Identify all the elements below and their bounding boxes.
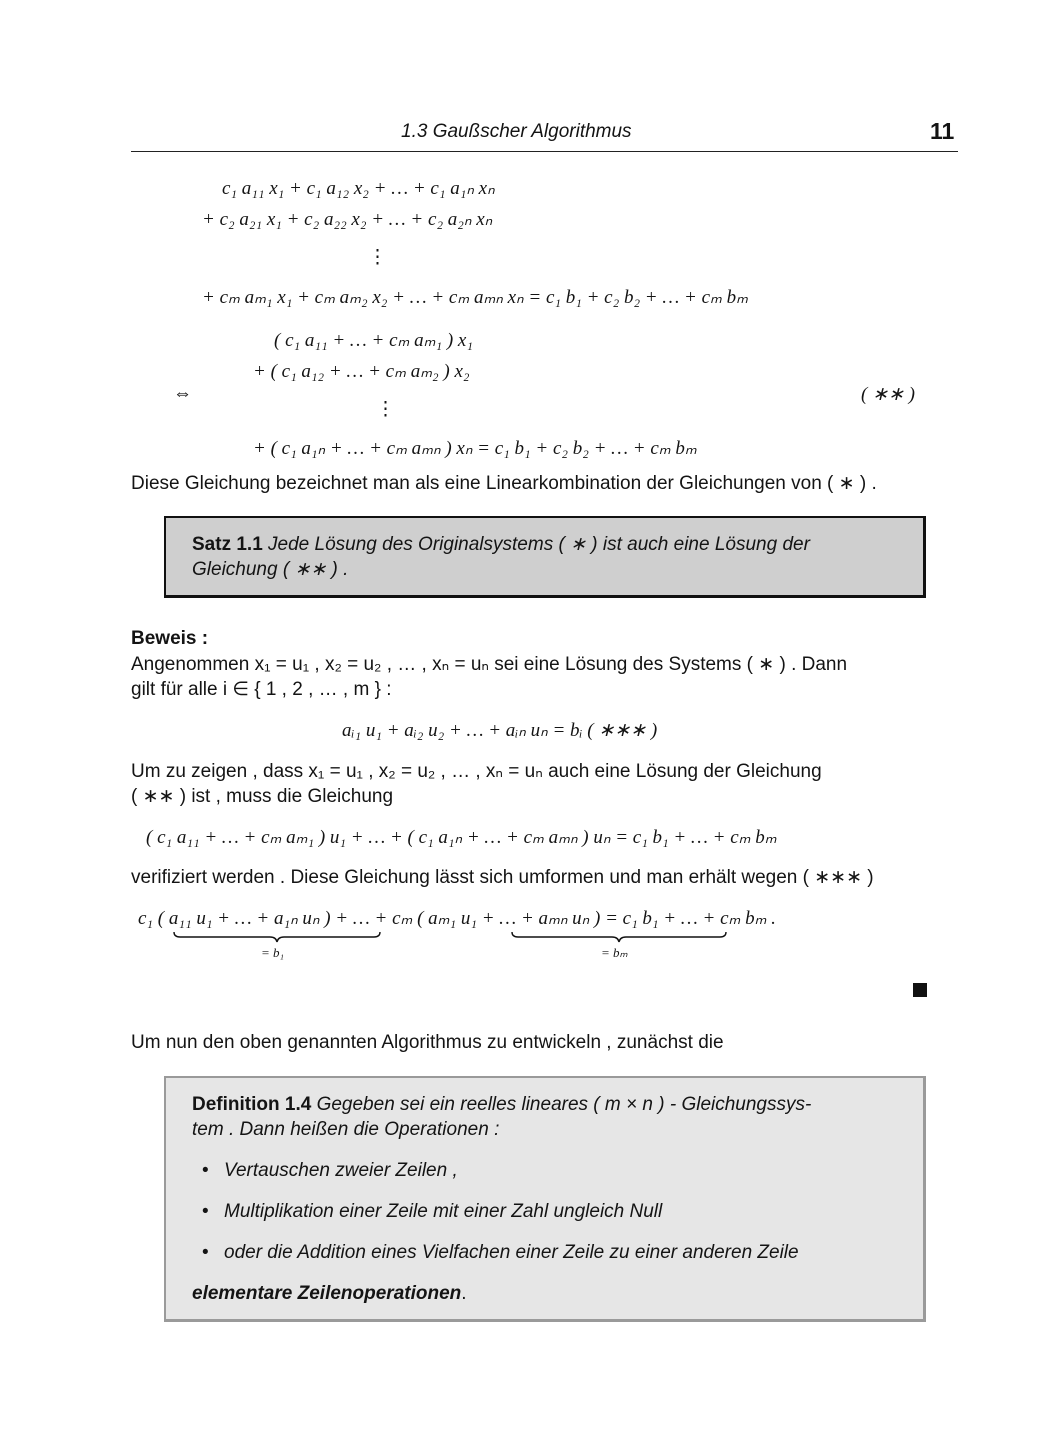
running-header-title: 1.3 Gaußscher Algorithmus	[401, 121, 632, 142]
underbrace-2-label: = bₘ	[601, 945, 628, 960]
definition-box	[164, 1076, 926, 1322]
definition-conclusion	[192, 1283, 467, 1305]
proof-line-4: ( ∗∗ ) ist , muss die Gleichung	[131, 786, 394, 807]
underbrace-2	[510, 930, 728, 944]
page-number: 11	[930, 118, 955, 144]
theorem-label: Satz 1.1	[192, 534, 263, 555]
underbrace-1	[172, 930, 382, 944]
definition-text	[192, 1092, 899, 1142]
proof-line-2: gilt für alle i ∈ { 1 , 2 , … , m } :	[131, 679, 392, 700]
definition-term: elementare Zeilenoperationen	[192, 1283, 462, 1304]
equation-triple-star: aᵢ₁ u₁ + aᵢ₂ u₂ + … + aᵢₙ uₙ = bᵢ ( ∗∗∗ )	[342, 720, 658, 741]
equation-line-5: + ( c₁ a₁₂ + … + cₘ aₘ₂ ) x₂	[253, 361, 470, 382]
equation-line-4: ( c₁ a₁₁ + … + cₘ aₘ₁ ) x₁	[274, 330, 473, 351]
definition-label: Definition 1.4	[192, 1094, 312, 1115]
proof-line-5: verifiziert werden . Diese Gleichung lässt sich umformen und man erhält wegen ( ∗∗∗ )	[131, 867, 874, 888]
theorem-box	[164, 516, 926, 598]
equation-final: c₁ ( a₁₁ u₁ + … + a₁ₙ uₙ ) + … + cₘ ( aₘ₁ u₁ + … + aₘₙ uₙ ) = c₁ b₁ + … + cₘ bₘ .	[138, 908, 776, 929]
paragraph-algorithm-intro: Um nun den oben genannten Algorithmus zu entwickeln , zunächst die	[131, 1032, 724, 1053]
equation-line-3: + cₘ aₘ₁ x₁ + cₘ aₘ₂ x₂ + … + cₘ aₘₙ xₙ = c₁ b₁ + c₂ b₂ + … + cₘ bₘ	[202, 287, 748, 308]
definition-item-add: • oder die Addition eines Vielfachen einer Zeile zu einer anderen Zeile	[224, 1242, 799, 1264]
underbrace-1-label: = b₁	[261, 945, 285, 960]
definition-item-swap: • Vertauschen zweier Zeilen ,	[224, 1160, 458, 1182]
definition-line-1: Gegeben sei ein reelles lineares ( m × n ) - Gleichungssys-	[316, 1094, 812, 1115]
equivalence-symbol: ⇔	[173, 383, 192, 404]
theorem-text	[192, 532, 899, 582]
definition-line-2: tem . Dann heißen die Operationen :	[192, 1119, 500, 1140]
equation-to-verify: ( c₁ a₁₁ + … + cₘ aₘ₁ ) u₁ + … + ( c₁ a₁ₙ + … + cₘ aₘₙ ) uₙ = c₁ b₁ + … + cₘ bₘ	[146, 827, 777, 848]
equation-line-2: + c₂ a₂₁ x₁ + c₂ a₂₂ x₂ + … + c₂ a₂ₙ xₙ	[202, 209, 493, 230]
qed-symbol	[913, 983, 927, 997]
header-rule	[131, 151, 958, 152]
equation-line-1: c₁ a₁₁ x₁ + c₁ a₁₂ x₂ + … + c₁ a₁ₙ xₙ	[222, 178, 495, 199]
definition-period: .	[461, 1283, 467, 1304]
equation-line-6: + ( c₁ a₁ₙ + … + cₘ aₘₙ ) xₙ = c₁ b₁ + c₂ b₂ + … + cₘ bₘ	[253, 438, 697, 459]
proof-line-3: Um zu zeigen , dass x₁ = u₁ , x₂ = u₂ , … , xₙ = uₙ auch eine Lösung der Gleichung	[131, 761, 822, 782]
definition-item-multiply: • Multiplikation einer Zeile mit einer Zahl ungleich Null	[224, 1201, 662, 1223]
proof-heading: Beweis :	[131, 628, 209, 649]
theorem-line-2: Gleichung ( ∗∗ ) .	[192, 559, 349, 580]
paragraph-linear-combination: Diese Gleichung bezeichnet man als eine Linearkombination der Gleichungen von ( ∗ ) .	[131, 473, 877, 494]
equation-label-double-star: ( ∗∗ )	[861, 384, 915, 405]
vertical-dots-2: ⋮	[376, 399, 395, 420]
vertical-dots-1: ⋮	[368, 247, 387, 268]
proof-line-1: Angenommen x₁ = u₁ , x₂ = u₂ , … , xₙ = uₙ sei eine Lösung des Systems ( ∗ ) . Dann	[131, 654, 848, 675]
theorem-line-1: Jede Lösung des Originalsystems ( ∗ ) ist auch eine Lösung der	[268, 534, 810, 555]
